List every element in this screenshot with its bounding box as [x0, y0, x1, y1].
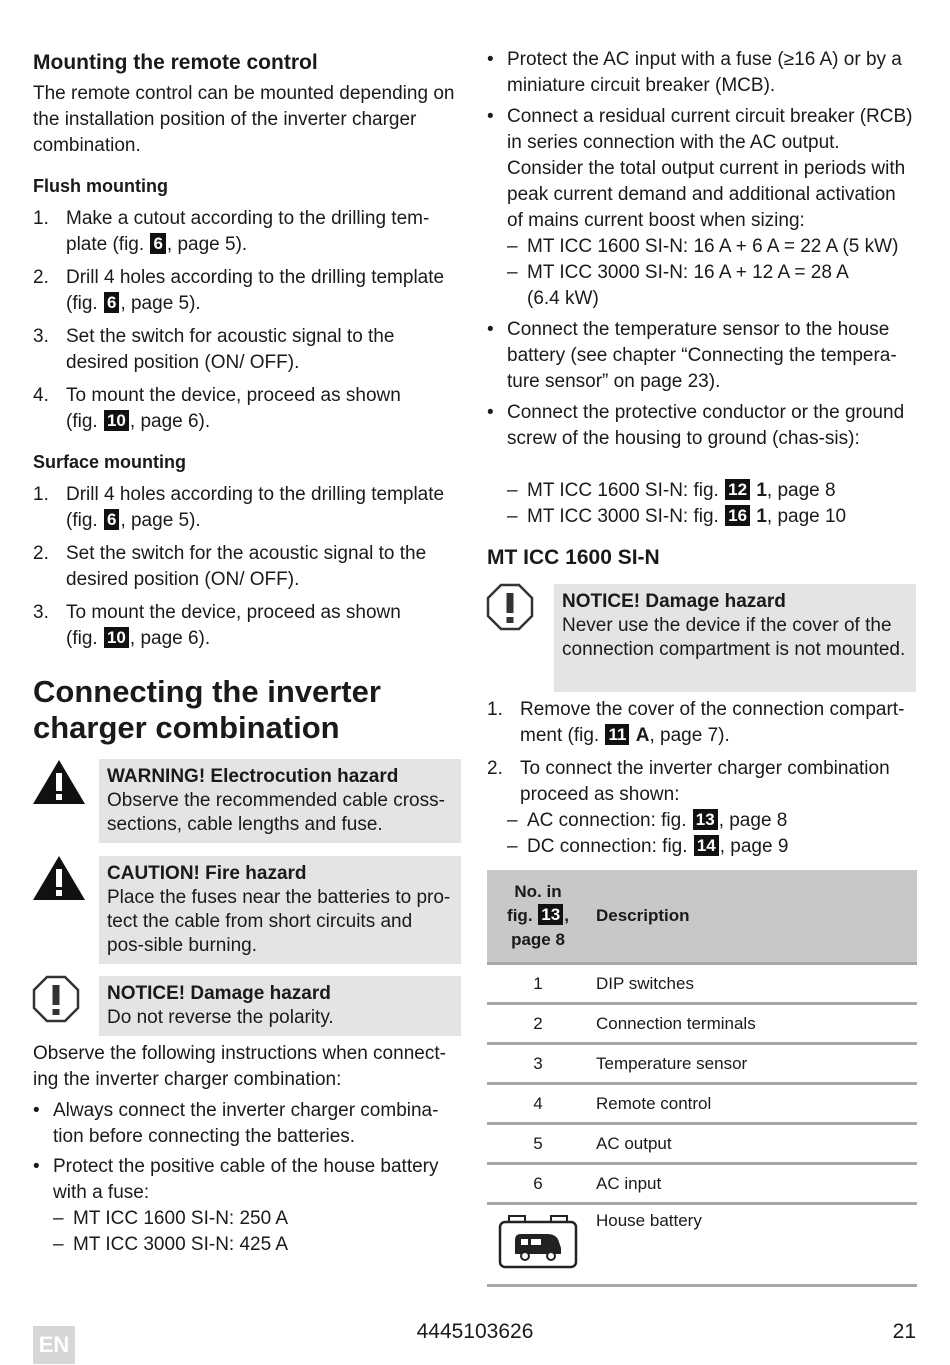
row-description: Temperature sensor [589, 1044, 917, 1084]
header-description: Description [589, 870, 917, 964]
table-row [487, 964, 917, 1004]
row-description: AC output [589, 1124, 917, 1164]
flush-title: Flush mounting [33, 176, 168, 196]
warning-triangle-icon [31, 758, 87, 806]
table-row [487, 1164, 917, 1204]
dash-text: MT ICC 1600 SI-N: fig. [527, 480, 719, 501]
dash-text: AC connection: fig. [527, 810, 687, 831]
warning-text: Observe the recommended cable cross-sections, cable lengths and fuse. [107, 790, 445, 835]
row-number: 5 [487, 1124, 589, 1164]
figure-ref: 12 [725, 479, 750, 500]
table-row [487, 1004, 917, 1044]
battery-desc: House battery [589, 1204, 917, 1286]
step-number: 3. [33, 602, 49, 623]
page-ref: , page 5). [166, 234, 248, 255]
section-title-line1: Connecting the inverter [33, 674, 381, 709]
doc-number: 4445103626 [416, 1320, 534, 1343]
mount-intro: The remote control can be mounted depending on the installation position of the inverter charger combination. [33, 83, 455, 156]
notice-text-left: Do not reverse the polarity. [107, 1007, 334, 1028]
bullet-text: Protect the positive cable of the house battery with a fuse: [53, 1156, 439, 1203]
step-text: ment (fig. [520, 725, 600, 746]
caution-box [99, 856, 461, 964]
model-title: MT ICC 1600 SI-N [487, 546, 660, 569]
warning-box [99, 759, 461, 843]
bullet-text: Always connect the inverter charger combina-tion before connecting the batteries. [53, 1100, 439, 1147]
figure-callout: A [635, 725, 650, 746]
table-header-row [487, 870, 917, 964]
notice-title-left: NOTICE! Damage hazard [107, 983, 331, 1004]
bullet-text: Connect the protective conductor or the ground screw of the housing to ground (chas-sis): [507, 402, 905, 449]
figure-ref: 6 [104, 292, 119, 313]
dash-text: MT ICC 3000 SI-N: fig. [527, 506, 719, 527]
battery-icon-cell [487, 1204, 589, 1286]
notice-octagon-icon [31, 974, 81, 1024]
row-number: 2 [487, 1004, 589, 1044]
page-number: 21 [892, 1320, 916, 1343]
row-description: Connection terminals [589, 1004, 917, 1044]
step-text: Drill 4 holes according to the drilling template (fig. 6 , page 5). [66, 484, 445, 531]
row-number: 3 [487, 1044, 589, 1084]
bullet-text: Connect the temperature sensor to the house battery (see chapter “Connecting the tempera-ture sensor” on page 23). [507, 319, 897, 392]
notice-octagon-icon [485, 582, 535, 632]
row-number: 1 [487, 964, 589, 1004]
header-no-line: fig. [507, 906, 533, 925]
page-ref: , page 5). [120, 293, 201, 314]
page-ref: , page 7). [649, 725, 730, 746]
notice-title-right: NOTICE! Damage hazard [562, 591, 786, 612]
caution-text: Place the fuses near the batteries to pro-tect the cable from short circuits and pos-sible burning. [107, 887, 451, 956]
figure-ref: 6 [104, 509, 119, 530]
step-text: To mount the device, proceed as shown (fig. 10 , page 6). [66, 602, 401, 649]
dash-text: (6.4 kW) [527, 288, 599, 309]
figure-ref: 14 [694, 835, 719, 856]
table-row [487, 1204, 917, 1286]
bullet-text: Protect the AC input with a fuse (≥16 A) or by a miniature circuit breaker (MCB). [507, 49, 902, 96]
step-text: Set the switch for acoustic signal to the desired position (ON/ OFF). [66, 326, 395, 373]
page-ref: , page 9 [719, 836, 789, 857]
header-no: No. in fig. 13 , page 8 [487, 870, 589, 964]
figure-ref: 10 [104, 627, 129, 648]
row-number: 6 [487, 1164, 589, 1204]
figure-ref: 13 [693, 809, 718, 830]
bullet-dot: • [33, 1156, 40, 1177]
house-battery-icon [497, 1214, 579, 1270]
table-row [487, 1124, 917, 1164]
step-number: 2. [33, 543, 49, 564]
step-text: Remove the cover of the connection compart- [520, 699, 905, 720]
figure-callout: 1 [756, 480, 767, 501]
caution-triangle-icon [31, 854, 87, 902]
step-number: 3. [33, 326, 49, 347]
table-row [487, 1044, 917, 1084]
dash-text: DC connection: fig. [527, 836, 688, 857]
figure-ref: 13 [538, 904, 563, 925]
figure-ref: 6 [150, 233, 165, 254]
header-no-line: page 8 [511, 930, 565, 949]
surface-title: Surface mounting [33, 452, 187, 472]
dash-text: MT ICC 3000 SI-N: 425 A [73, 1234, 289, 1255]
figure-ref: 11 [605, 724, 629, 745]
step-text: Make a cutout according to the drilling tem- plate (fig. 6 , page 5). [66, 208, 430, 255]
step-number: 1. [487, 699, 503, 720]
row-number: 4 [487, 1084, 589, 1124]
page-ref: , page 6). [129, 628, 211, 649]
step-text: To mount the device, proceed as shown (fig. 10 , page 6). [66, 385, 401, 432]
step-number: 2. [33, 267, 49, 288]
step-number: 2. [487, 758, 503, 779]
page-ref: , page 6). [129, 411, 211, 432]
notice-box-left [99, 976, 461, 1036]
dash-text: MT ICC 3000 SI-N: 16 A + 12 A = 28 A [527, 262, 849, 283]
observe-text: Observe the following instructions when connect-ing the inverter charger combination: [33, 1043, 446, 1090]
caution-title: CAUTION! Fire hazard [107, 863, 307, 884]
row-description: Remote control [589, 1084, 917, 1124]
figure-ref: 16 [725, 505, 750, 526]
page-ref: , page 8 [766, 480, 836, 501]
section-title-line2: charger combination [33, 710, 340, 745]
page-ref: , page 10 [766, 506, 847, 527]
step-text: Set the switch for the acoustic signal to the desired position (ON/ OFF). [66, 543, 427, 590]
table-body [487, 964, 917, 1204]
bullet-dot: • [33, 1100, 40, 1121]
step-number: 4. [33, 385, 49, 406]
step-number: 1. [33, 208, 49, 229]
description-table [487, 870, 917, 1287]
dash-text: MT ICC 1600 SI-N: 16 A + 6 A = 22 A (5 kW) [527, 236, 899, 257]
table-row [487, 1084, 917, 1124]
step-number: 1. [33, 484, 49, 505]
step-text: Drill 4 holes according to the drilling template (fig. 6 , page 5). [66, 267, 445, 314]
warning-title: WARNING! Electrocution hazard [107, 766, 399, 787]
dash-text: MT ICC 1600 SI-N: 250 A [73, 1208, 289, 1229]
header-no-line: No. in [514, 882, 562, 901]
row-description: DIP switches [589, 964, 917, 1004]
bullet-text: Connect a residual current circuit breaker (RCB) in series connection with the AC output. Consider the total output current in periods with peak current demand and additional activation of mains current boost when sizing: [507, 106, 913, 231]
row-description: AC input [589, 1164, 917, 1204]
figure-callout: 1 [756, 506, 767, 527]
notice-text-right: Never use the device if the cover of the connection compartment is not mounted. [562, 615, 906, 660]
step-text: To connect the inverter charger combination proceed as shown: [520, 758, 890, 805]
page-ref: , page 8 [718, 810, 788, 831]
mount-title: Mounting the remote control [33, 51, 318, 74]
language-badge: EN [33, 1326, 75, 1364]
figure-ref: 10 [104, 410, 129, 431]
page-ref: , page 5). [120, 510, 201, 531]
notice-box-right [554, 584, 916, 692]
